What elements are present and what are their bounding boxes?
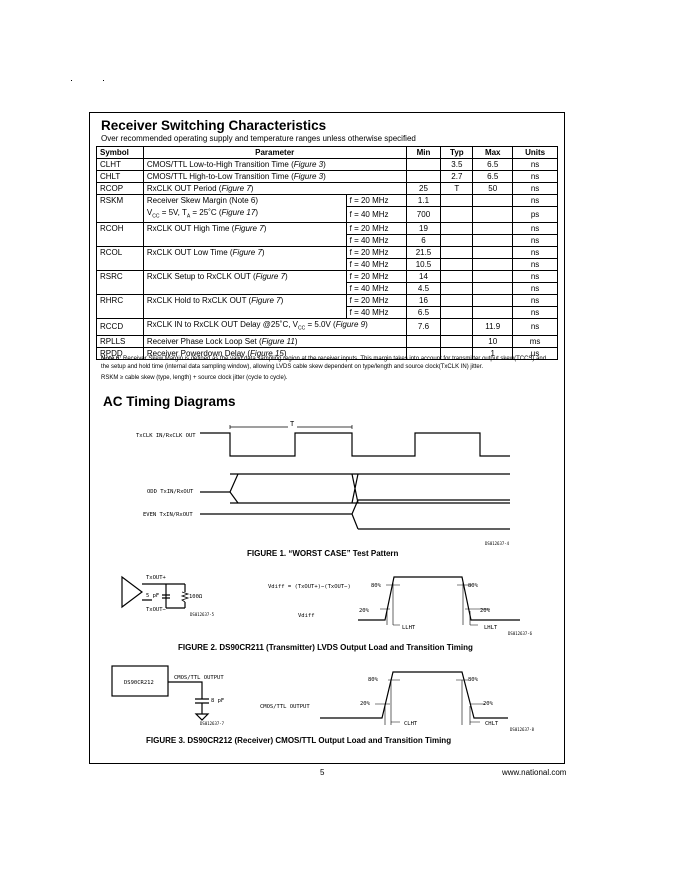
table-row — [97, 235, 558, 247]
table-row — [97, 259, 558, 271]
table-row — [97, 171, 558, 183]
cell-min: 25 — [406, 183, 441, 195]
cell-symbol: RHRC — [97, 295, 144, 307]
section-title-switching: Receiver Switching Characteristics — [101, 118, 327, 133]
chip-label: DS90CR212 — [124, 680, 154, 686]
table-row — [97, 195, 558, 207]
odd-transition — [230, 474, 358, 503]
table-row — [97, 183, 558, 195]
cell-min: 1.1 — [406, 195, 441, 207]
vdiff-waveform — [358, 577, 520, 620]
cell-parameter: RxCLK Setup to RxCLK OUT (Figure 7) — [143, 271, 346, 283]
figure-3-caption: FIGURE 3. DS90CR212 (Receiver) CMOS/TTL Output Load and Transition Timing — [146, 736, 452, 745]
cell-min: 16 — [406, 295, 441, 307]
cell-min: 6 — [406, 235, 441, 247]
pct-20-right: 20% — [480, 608, 490, 614]
cell-units: ms — [513, 335, 558, 347]
col-header: Units — [513, 147, 558, 159]
cell-min: 6.5 — [406, 307, 441, 319]
table-row — [97, 207, 558, 223]
pct-80-right: 80% — [468, 583, 478, 589]
figure-2-caption: FIGURE 2. DS90CR211 (Transmitter) LVDS Output Load and Transition Timing — [178, 643, 473, 652]
col-header: Min — [406, 147, 441, 159]
cell-min: 4.5 — [406, 283, 441, 295]
even-label: EVEN TxIN/RxOUT — [143, 512, 193, 518]
cell-symbol: RCOH — [97, 223, 144, 235]
cell-parameter: RxCLK IN to RxCLK OUT Delay @25˚C, $V_{CC} = 5.0V$ (Figure 9) — [143, 319, 406, 336]
cell-max: 6.5 — [473, 171, 513, 183]
period-label: T — [290, 420, 295, 428]
cell-parameter: RxCLK Hold to RxCLK OUT (Figure 7) — [143, 295, 346, 307]
cell-min: 14 — [406, 271, 441, 283]
table-row — [97, 223, 558, 235]
res-label: 100Ω — [189, 594, 203, 600]
cell-symbol: RCOP — [97, 183, 144, 195]
section-title-ac-timing: AC Timing Diagrams — [103, 394, 236, 409]
table-header-row — [97, 147, 558, 159]
cell-units: µs — [513, 347, 558, 359]
cell-max: 10 — [473, 335, 513, 347]
cell-units: ns — [513, 223, 558, 235]
cell-min: 21.5 — [406, 247, 441, 259]
cell-parameter: Receiver Powerdown Delay (Figure 15) — [143, 347, 406, 359]
cell-max: 6.5 — [473, 159, 513, 171]
switching-table — [96, 146, 558, 360]
note-6: Note 6: Receiver Skew Margin is defined as the valid data sampling region at the receiver inputs. This margin takes into account for transmitter output skew(TCCS) and the setup and hold time (internal data sampling window), allowing LVDS cable skew dependent on type/length and source clock(TxCLK IN) jitter. — [101, 356, 547, 370]
ds-id: DS012637-7 — [200, 721, 225, 726]
cell-min: 10.5 — [406, 259, 441, 271]
cell-condition: f = 40 MHz — [346, 307, 406, 319]
speck — [71, 80, 72, 81]
output-label: CMOS/TTL OUTPUT — [174, 675, 224, 681]
cell-units: ps — [513, 207, 558, 223]
pct-80-left: 80% — [371, 583, 381, 589]
cell-min: 19 — [406, 223, 441, 235]
table-row — [97, 283, 558, 295]
table-row — [97, 247, 558, 259]
cell-symbol: RCOL — [97, 247, 144, 259]
pct-80-left: 80% — [368, 677, 378, 683]
cell-min: 700 — [406, 207, 441, 223]
cell-symbol: RSRC — [97, 271, 144, 283]
threshold-marks — [375, 680, 485, 704]
cell-units: ns — [513, 259, 558, 271]
lhlt-label: LHLT — [484, 625, 498, 631]
cell-parameter: Receiver Skew Margin (Note 6) — [143, 195, 346, 207]
cell-max: 50 — [473, 183, 513, 195]
ds-id: DS012637-5 — [190, 612, 215, 617]
cap-label: 5 pF — [146, 593, 160, 599]
col-header: Symbol — [97, 147, 144, 159]
clht-label: CLHT — [404, 721, 418, 727]
note-6-formula: RSKM ≥ cable skew (type, length) + source clock jitter (cycle to cycle). — [101, 375, 288, 381]
page-number: 5 — [320, 768, 325, 777]
cell-units: ns — [513, 195, 558, 207]
cell-symbol: RSKM — [97, 195, 144, 207]
table-row — [97, 271, 558, 283]
pct-20-left: 20% — [360, 701, 370, 707]
vdiff-label: Vdiff — [298, 613, 315, 619]
cell-units: ns — [513, 183, 558, 195]
odd-label: ODD TxIN/RxOUT — [147, 489, 194, 495]
cell-condition: f = 20 MHz — [346, 223, 406, 235]
cell-condition: f = 40 MHz — [346, 283, 406, 295]
ds-id: DS012637-8 — [510, 727, 535, 732]
cell-condition: f = 40 MHz — [346, 207, 406, 223]
cell-parameter: RxCLK OUT High Time (Figure 7) — [143, 223, 346, 235]
cell-min: 7.6 — [406, 319, 441, 336]
cell-typ — [441, 335, 473, 347]
cell-parameter: RxCLK OUT Low Time (Figure 7) — [143, 247, 346, 259]
pct-20-left: 20% — [359, 608, 369, 614]
txout-pos-label: TxOUT+ — [146, 575, 166, 581]
section-subtitle: Over recommended operating supply and temperature ranges unless otherwise specified — [101, 134, 416, 143]
wave-label: CMOS/TTL OUTPUT — [260, 704, 310, 710]
cell-condition: f = 40 MHz — [346, 259, 406, 271]
cell-typ: 2.7 — [441, 171, 473, 183]
cell-condition: f = 20 MHz — [346, 247, 406, 259]
pct-80-right: 80% — [468, 677, 478, 683]
cell-parameter: CMOS/TTL High-to-Low Transition Time (Figure 3) — [143, 171, 406, 183]
cmos-waveform — [320, 672, 508, 718]
cell-min — [406, 335, 441, 347]
clock-waveform — [200, 433, 510, 456]
cell-units: ns — [513, 319, 558, 336]
cell-symbol: RCCD — [97, 319, 144, 336]
cell-max: 11.9 — [473, 319, 513, 336]
table-row — [97, 295, 558, 307]
cell-parameter: RxCLK OUT Period (Figure 7) — [143, 183, 406, 195]
table-row — [97, 159, 558, 171]
cell-units: ns — [513, 283, 558, 295]
cell-min — [406, 171, 441, 183]
col-header: Typ — [441, 147, 473, 159]
cell-condition: f = 20 MHz — [346, 295, 406, 307]
footer-site[interactable]: www.national.com — [502, 768, 567, 777]
speck — [103, 80, 104, 81]
table-row — [97, 335, 558, 347]
cell-parameter: CMOS/TTL Low-to-High Transition Time (Figure 3) — [143, 159, 406, 171]
vdiff-formula: Vdiff = (TxOUT+)−(TxOUT−) — [268, 584, 351, 590]
cell-typ: 3.5 — [441, 159, 473, 171]
figure-1-caption: FIGURE 1. “WORST CASE” Test Pattern — [247, 549, 399, 558]
chlt-label: CHLT — [485, 721, 499, 727]
cell-symbol: CHLT — [97, 171, 144, 183]
cell-units: ns — [513, 247, 558, 259]
cell-parameter: Receiver Phase Lock Loop Set (Figure 11) — [143, 335, 406, 347]
cell-symbol: CLHT — [97, 159, 144, 171]
cell-condition: f = 20 MHz — [346, 195, 406, 207]
llht-label: LLHT — [402, 625, 416, 631]
output-load — [168, 682, 209, 720]
cell-units: ns — [513, 159, 558, 171]
pct-20-right: 20% — [483, 701, 493, 707]
cell-units: ns — [513, 235, 558, 247]
ds-id: DS012637-4 — [485, 541, 510, 546]
cell-parameter-cont: $V_{CC} = 5V$, $T_A$ = 25˚C (Figure 17) — [143, 207, 346, 223]
ds-id: DS012637-6 — [508, 631, 533, 636]
ac-timing-figures — [90, 412, 560, 752]
txout-neg-label: TxOUT− — [146, 607, 166, 613]
table-row — [97, 319, 558, 336]
cell-typ — [441, 319, 473, 336]
cell-units: ns — [513, 171, 558, 183]
col-header: Max — [473, 147, 513, 159]
clock-label: TxCLK IN/RxCLK OUT — [136, 433, 196, 439]
cell-units: ns — [513, 295, 558, 307]
cap-label: 8 pF — [211, 698, 225, 704]
cell-condition: f = 40 MHz — [346, 235, 406, 247]
cell-max: 1 — [473, 347, 513, 359]
cell-typ: T — [441, 183, 473, 195]
cell-condition: f = 20 MHz — [346, 271, 406, 283]
col-header: Parameter — [143, 147, 406, 159]
even-waveform — [200, 500, 510, 529]
cell-units: ns — [513, 271, 558, 283]
table-row — [97, 307, 558, 319]
cell-symbol: RPLLS — [97, 335, 144, 347]
cell-units: ns — [513, 307, 558, 319]
cell-symbol: RPDD — [97, 347, 144, 359]
cell-min — [406, 159, 441, 171]
resistor-zigzag — [182, 592, 188, 602]
driver-triangle — [122, 577, 142, 607]
